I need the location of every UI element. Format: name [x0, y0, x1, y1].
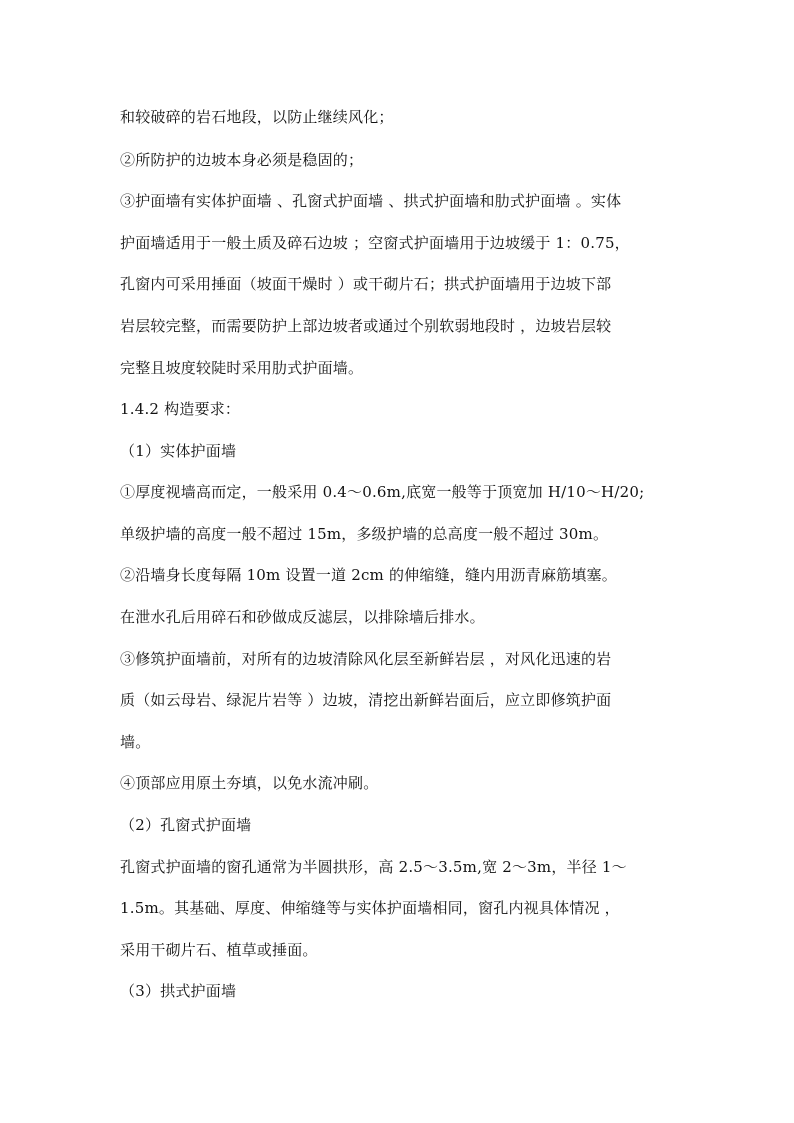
text-line: ①厚度视墙高而定，一般采用 0.4～0.6m,底宽一般等于顶宽加 H/10～H/20;: [120, 483, 645, 501]
text-line: 在泄水孔后用碎石和砂做成反滤层，以排除墙后排水。: [120, 608, 485, 626]
text-line: 1.5m。其基础、厚度、伸缩缝等与实体护面墙相同，窗孔内视具体情况 ，: [120, 899, 620, 917]
text-line: 墙。: [120, 733, 151, 751]
text-line: 和较破碎的岩石地段，以防止继续风化；: [120, 108, 394, 126]
subsection-heading: （3）拱式护面墙: [120, 982, 237, 1000]
text-line: 孔窗式护面墙的窗孔通常为半圆拱形，高 2.5～3.5m,宽 2～3m，半径 1～: [120, 858, 627, 876]
section-heading: 1.4.2 构造要求：: [120, 400, 241, 418]
text-line: 孔窗内可采用捶面（坡面干燥时 ）或干砌片石；拱式护面墙用于边坡下部: [120, 275, 612, 293]
text-line: 采用干砌片石、植草或捶面。: [120, 941, 318, 959]
subsection-heading: （1）实体护面墙: [120, 442, 237, 460]
text-line: ④顶部应用原土夯填，以免水流冲刷。: [120, 774, 379, 792]
text-line: ②沿墙身长度每隔 10m 设置一道 2cm 的伸缩缝，缝内用沥青麻筋填塞。: [120, 566, 617, 584]
text-line: 完整且坡度较陡时采用肋式护面墙。: [120, 359, 364, 377]
text-line: ②所防护的边坡本身必须是稳固的；: [120, 151, 364, 169]
text-line: 护面墙适用于一般土质及碎石边坡 ；空窗式护面墙用于边坡缓于 1：0.75，: [120, 234, 630, 252]
text-line: ③修筑护面墙前，对所有的边坡清除风化层至新鲜岩层 ，对风化迅速的岩: [120, 650, 612, 668]
subsection-heading: （2）孔窗式护面墙: [120, 816, 252, 834]
text-line: 质（如云母岩、绿泥片岩等 ）边坡，清挖出新鲜岩面后，应立即修筑护面: [120, 691, 612, 709]
text-line: 岩层较完整，而需要防护上部边坡者或通过个别软弱地段时 ，边坡岩层较: [120, 317, 612, 335]
text-line: ③护面墙有实体护面墙 、孔窗式护面墙 、拱式护面墙和肋式护面墙 。实体: [120, 192, 622, 210]
text-line: 单级护墙的高度一般不超过 15m，多级护墙的总高度一般不超过 30m。: [120, 525, 609, 543]
